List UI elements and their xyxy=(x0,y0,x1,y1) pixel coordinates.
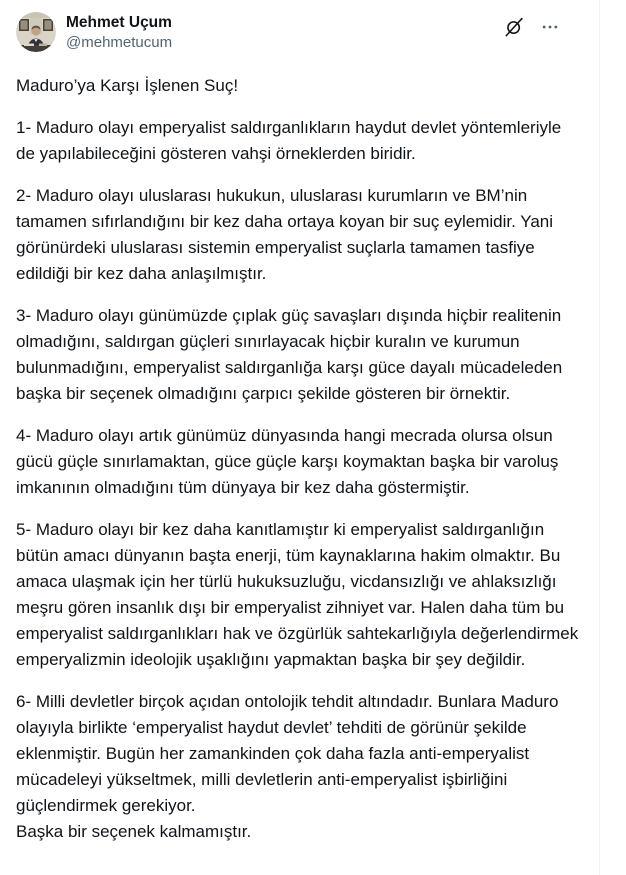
tweet-header xyxy=(16,12,583,53)
tweet-paragraph: 2- Maduro olayı uluslarası hukukun, uluslarası kurumların ve BM’nin tamamen sıfırlandığını bir kez daha ortaya koyan bir suç eylemidir. Yani görünürdeki uluslarası sistemin emperyalist suçlarla tamamen tasfiye edildiği bir kez daha anlaşılmıştır. xyxy=(16,186,554,283)
tweet-header-actions xyxy=(503,12,561,38)
tweet-paragraph: 6- Milli devletler birçok açıdan ontolojik tehdit altındadır. Bunlara Maduro olayıyla birlikte ‘emperyalist haydut devlet’ tehditi de görünür şekilde eklenmiştir. Bugün her zamankinden çok daha fazla anti-emperyalist mücadeleyi yükseltmek, milli devletlerin anti-emperyalist işbirliğini güçlendirmek gerekiyor. xyxy=(16,692,559,815)
avatar[interactable] xyxy=(16,12,56,52)
tweet-closing-line: Başka bir seçenek kalmamıştır. xyxy=(16,822,252,841)
avatar-image xyxy=(16,12,56,52)
author-handle[interactable]: @mehmetucum xyxy=(66,34,173,51)
author-display-name[interactable]: Mehmet Uçum xyxy=(66,14,172,31)
tweet-paragraph: 4- Maduro olayı artık günümüz dünyasında hangi mecrada olursa olsun gücü güçle sınırlamaktan, güce güçle karşı koymaktan başka bir varoluş imkanının olmadığını tüm dünyaya bir kez daha göstermiştir. xyxy=(16,426,559,497)
tweet-text xyxy=(16,73,584,845)
tweet-paragraph: 5- Maduro olayı bir kez daha kanıtlamıştır ki emperyalist saldırganlığın bütün amacı dünyanın başta enerji, tüm kaynaklarına hakim olmaktır. Bu amaca ulaşmak için her türlü hukuksuzluğu, vicdansızlığı ve ahlaksızlığı meşru gören insanlık dışı bir emperyalist zihniyet var. Halen daha tüm bu emperyalist saldırganlıkları hak ve özgürlük sahtekarlığıyla değerlendirmek emperyalizmin ideolojik uşaklığını yapmaktan başka bir şey değildir. xyxy=(16,520,579,669)
tweet-title-line: Maduro’ya Karşı İşlenen Suç! xyxy=(16,76,239,95)
more-options-icon[interactable] xyxy=(539,16,561,38)
tweet-paragraph: 3- Maduro olayı günümüzde çıplak güç savaşları dışında hiçbir realitenin olmadığını, saldırgan güçleri sınırlayacak hiçbir kuralın ve kurumun bulunmadığını, emperyalist saldırganlığa karşı güce dayalı mücadeleden başka bir seçenek olmadığını çarpıcı şekilde gösteren bir örnektir. xyxy=(16,306,563,403)
grok-icon[interactable] xyxy=(503,16,525,38)
tweet-paragraph: 1- Maduro olayı emperyalist saldırganlıkların haydut devlet yöntemleriyle de yapılabileceğini gösteren vahşi örneklerden biridir. xyxy=(16,118,562,163)
author-names xyxy=(66,12,503,53)
